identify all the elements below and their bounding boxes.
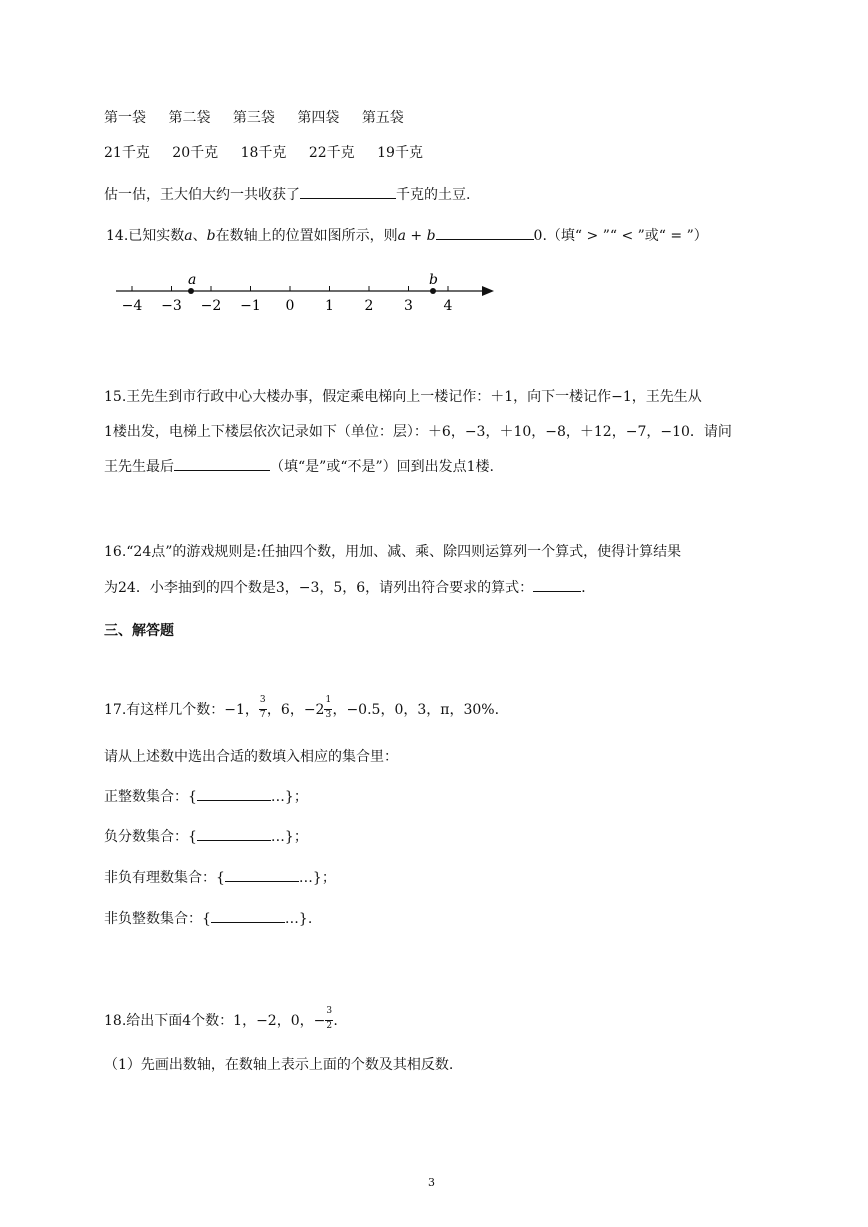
axis-tick-label: −2 bbox=[200, 298, 222, 314]
point-a bbox=[188, 288, 194, 294]
bag-label: 第一袋 bbox=[104, 110, 146, 126]
question-15-line1: 15.王先生到市行政中心大楼办事，假定乘电梯向上一楼记作：＋1，向下一楼记作−1，王先生从 bbox=[104, 389, 702, 405]
axis-tick-label: 0 bbox=[285, 298, 295, 314]
answer-blank[interactable] bbox=[300, 184, 396, 199]
bag-weights-row bbox=[104, 142, 423, 162]
axis-tick-label: −1 bbox=[240, 298, 261, 314]
set-positive-integers: 正整数集合：{ …}； bbox=[104, 786, 308, 806]
bag-weight: 21千克 bbox=[104, 145, 150, 161]
point-b-label: b bbox=[429, 272, 438, 288]
bag-weight: 22千克 bbox=[308, 145, 355, 161]
answer-blank[interactable] bbox=[197, 786, 271, 801]
question-14: 14.已知实数a、b在数轴上的位置如图所示，则a + b 0.（填“ > ”“ < ”或“ = ”） bbox=[106, 225, 708, 245]
question-17: 17.有这样几个数：−1， $\frac{3}{7}$ ，6，−2 $\frac{1}{3}$ ，−0.5，0，3，π，30%. bbox=[104, 695, 500, 720]
answer-blank[interactable] bbox=[533, 577, 581, 592]
answer-blank[interactable] bbox=[436, 225, 534, 240]
page-number: 3 bbox=[428, 1176, 435, 1189]
bag-weight: 19千克 bbox=[377, 145, 423, 161]
answer-blank[interactable] bbox=[211, 908, 285, 923]
question-15-line2: 1楼出发，电梯上下楼层依次记录如下（单位：层）：＋6，−3，＋10，−8，＋12，−7，−10．请问 bbox=[104, 424, 732, 440]
question-18: 18.给出下面4个数：1，−2，0，− $\frac{3}{2}$ . bbox=[104, 1006, 338, 1031]
point-a-label: a bbox=[188, 272, 197, 288]
set-nonnegative-rationals: 非负有理数集合：{ …}； bbox=[104, 867, 336, 887]
bag-label: 第五袋 bbox=[361, 110, 404, 126]
answer-blank[interactable] bbox=[174, 456, 270, 471]
bag-weight: 20千克 bbox=[172, 145, 219, 161]
axis-tick-label: 1 bbox=[325, 298, 334, 314]
q18-part1: （1）先画出数轴，在数轴上表示上面的个数及其相反数. bbox=[104, 1057, 454, 1073]
arrow-right-icon bbox=[482, 286, 494, 296]
question-16-line1: 16.“24点”的游戏规则是:任抽四个数，用加、减、乘、除四则运算列一个算式，使得计算结果 bbox=[104, 544, 682, 560]
question-16-line2: 为24．小李抽到的四个数是3，−3，5，6，请列出符合要求的算式： ． bbox=[104, 577, 595, 597]
axis-tick-label: 2 bbox=[364, 298, 374, 314]
set-nonnegative-integers: 非负整数集合：{ …}. bbox=[104, 908, 312, 928]
axis-tick-label: −4 bbox=[121, 298, 143, 314]
bag-label: 第三袋 bbox=[232, 110, 275, 126]
axis-tick-label: 4 bbox=[443, 298, 453, 314]
set-negative-fractions: 负分数集合：{ …}； bbox=[104, 826, 308, 846]
number-line-figure bbox=[110, 266, 500, 316]
bag-weight: 18千克 bbox=[240, 145, 287, 161]
fraction: $\frac{3}{7}$ bbox=[259, 695, 266, 720]
question-15-line3: 王先生最后 （填“是”或“不是”）回到出发点1楼. bbox=[104, 456, 494, 476]
answer-blank[interactable] bbox=[225, 867, 299, 882]
axis-tick-label: 3 bbox=[404, 298, 413, 314]
point-b bbox=[430, 288, 436, 294]
q13-estimate: 估一估，王大伯大约一共收获了 千克的土豆. bbox=[104, 184, 470, 204]
section-heading: 三、解答题 bbox=[104, 623, 174, 639]
q17-instruction: 请从上述数中选出合适的数填入相应的集合里： bbox=[104, 749, 398, 765]
bag-labels-row bbox=[104, 107, 404, 127]
answer-blank[interactable] bbox=[197, 826, 271, 841]
axis-tick-label: −3 bbox=[161, 298, 182, 314]
fraction: $\frac{1}{3}$ bbox=[325, 695, 332, 720]
bag-label: 第二袋 bbox=[168, 110, 211, 126]
bag-label: 第四袋 bbox=[297, 110, 340, 126]
fraction: $\frac{3}{2}$ bbox=[326, 1006, 333, 1031]
